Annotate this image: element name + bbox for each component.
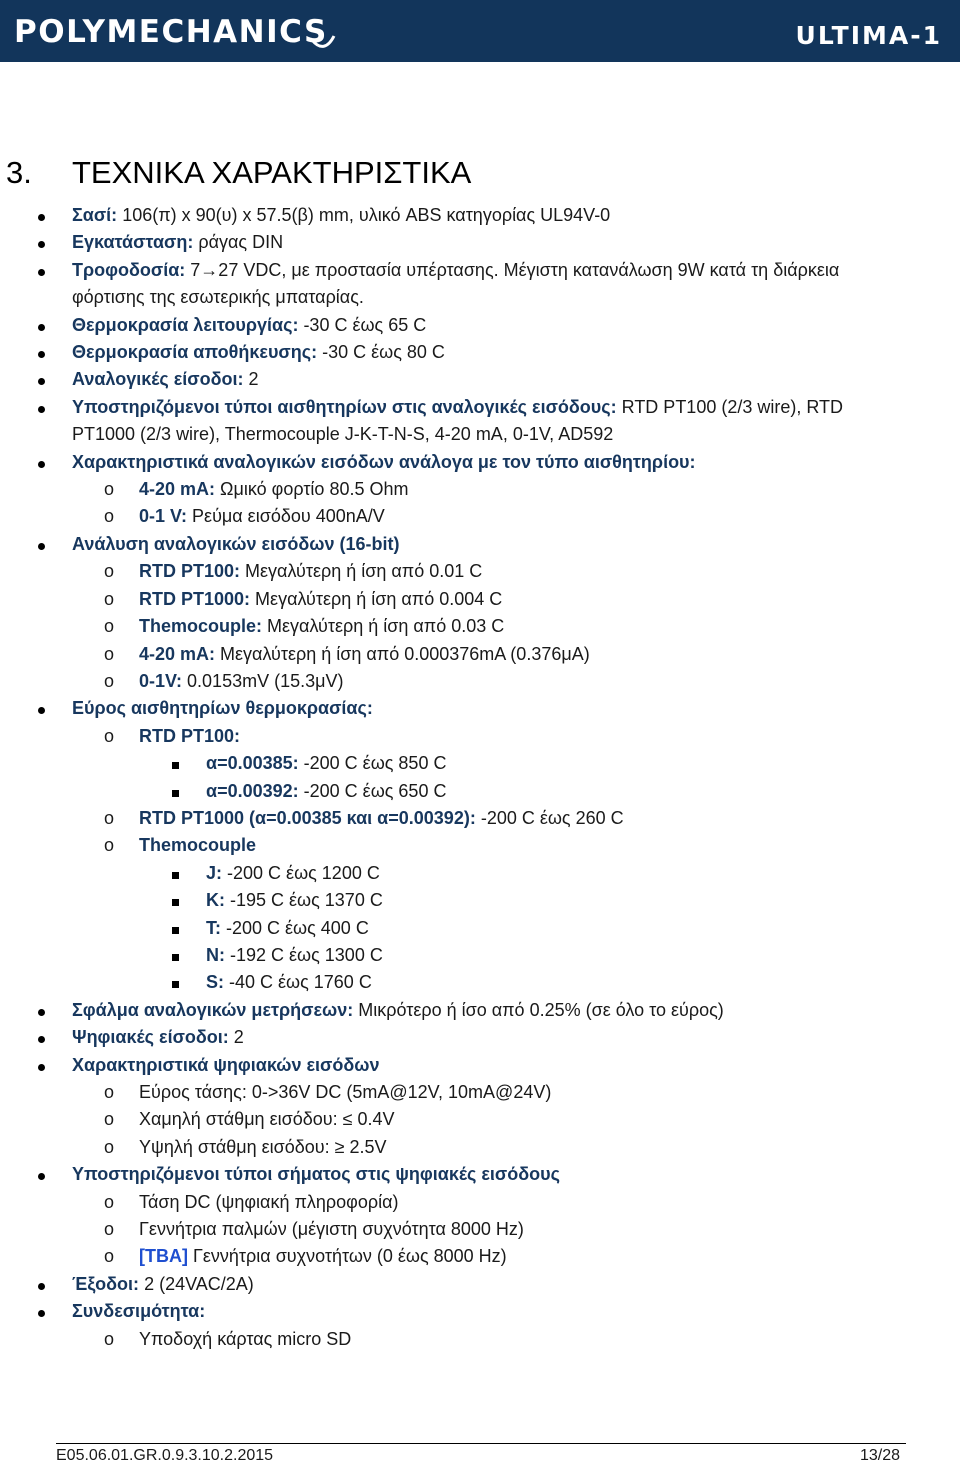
spec-value: Ωμικό φορτίο 80.5 Ohm <box>215 479 409 500</box>
spec-value: 0.0153mV (15.3μV) <box>182 670 344 691</box>
spec-value: -200 C έως 1200 C <box>222 862 380 883</box>
spec-item <box>0 449 960 476</box>
spec-value: Μεγαλύτερη ή ίση από 0.004 C <box>250 588 503 609</box>
spec-subsubitem <box>0 778 960 805</box>
spec-value: Γεννήτρια παλμών (μέγιστη συχνότητα 8000 Hz) <box>139 1219 524 1240</box>
bullet-dot-icon <box>38 339 45 366</box>
spec-subitem <box>0 586 960 613</box>
bullet-dot-icon <box>38 449 45 476</box>
bullet-circle-icon: o <box>104 643 115 664</box>
spec-label: Ανάλυση αναλογικών εισόδων (16-bit) <box>72 533 400 554</box>
spec-label: Έξοδοι: <box>72 1273 140 1294</box>
bullet-dot-icon <box>38 202 45 229</box>
spec-value: -200 C έως 850 C <box>298 753 447 774</box>
spec-value: PT1000 (2/3 wire), Thermocouple J-K-T-N-S, 4-20 mA, 0-1V, AD592 <box>72 424 614 445</box>
spec-subitem <box>0 558 960 585</box>
bullet-circle-icon: o <box>104 1219 115 1240</box>
spec-item <box>0 257 960 284</box>
bullet-circle-icon: o <box>104 479 115 500</box>
bullet-square-icon <box>172 969 179 996</box>
spec-value: 106(π) x 90(υ) x 57.5(β) mm, υλικό ABS κατηγορίας UL94V-0 <box>117 205 611 225</box>
bullet-circle-icon: o <box>104 1136 115 1157</box>
spec-item <box>0 312 960 339</box>
spec-label: RTD PT1000: <box>139 588 251 609</box>
spec-item <box>0 202 960 229</box>
spec-value: -30 C έως 65 C <box>298 314 427 335</box>
spec-label: Υποστηριζόμενοι τύποι αισθητηρίων στις αναλογικές εισόδους: <box>72 396 617 417</box>
spec-value: -200 C έως 260 C <box>475 807 624 828</box>
spec-subitem <box>0 832 960 859</box>
spec-subitem <box>0 1243 960 1270</box>
spec-value: Υψηλή στάθμη εισόδου: ≥ 2.5V <box>139 1136 387 1157</box>
spec-value: Ρεύμα εισόδου 400nA/V <box>187 506 385 527</box>
bullet-square-icon <box>172 942 179 969</box>
spec-subitem <box>0 1106 960 1133</box>
tba-tag: [TBA] <box>139 1246 188 1267</box>
spec-label: α=0.00385: <box>206 753 299 774</box>
spec-label: Themocouple: <box>139 616 263 637</box>
spec-value: Γεννήτρια συχνοτήτων (0 έως 8000 Hz) <box>187 1246 507 1267</box>
spec-value: -40 C έως 1760 C <box>224 972 372 993</box>
bullet-circle-icon: o <box>104 588 115 609</box>
spec-label: Εύρος αισθητηρίων θερμοκρασίας: <box>72 698 373 719</box>
spec-label: Εγκατάσταση: <box>72 232 194 253</box>
bullet-dot-icon <box>38 695 45 722</box>
spec-subsubitem <box>0 915 960 942</box>
spec-item <box>0 1052 960 1079</box>
spec-value: Μεγαλύτερη ή ίση από 0.01 C <box>240 561 483 582</box>
bullet-dot-icon <box>38 1298 45 1325</box>
footer-page-number: 13/28 <box>860 1447 901 1464</box>
spec-value: Μεγαλύτερη ή ίση από 0.000376mA (0.376μA) <box>215 643 590 664</box>
spec-subsubitem <box>0 887 960 914</box>
spec-label: Αναλογικές είσοδοι: <box>72 369 244 390</box>
spec-value: Μικρότερο ή ίσο από 0.25% (σε όλο το εύρος) <box>353 999 724 1020</box>
spec-item <box>0 339 960 366</box>
bullet-dot-icon <box>38 1052 45 1079</box>
bullet-circle-icon: o <box>104 1246 115 1267</box>
spec-subitem <box>0 805 960 832</box>
bullet-circle-icon: o <box>104 725 115 746</box>
footer-doc-code: E05.06.01.GR.0.9.3.10.2.2015 <box>56 1447 274 1464</box>
spec-subsubitem <box>0 860 960 887</box>
footer-divider <box>56 1443 906 1444</box>
section-title: ΤΕΧΝΙΚΑ ΧΑΡΑΚΤΗΡΙΣΤΙΚΑ <box>72 155 472 190</box>
spec-label: RTD PT100: <box>139 725 241 746</box>
spec-value: Υποδοχή κάρτας micro SD <box>139 1328 352 1349</box>
spec-subitem <box>0 503 960 530</box>
spec-label: Σασί: <box>72 205 118 225</box>
bullet-circle-icon: o <box>104 1191 115 1212</box>
bullet-circle-icon: o <box>104 561 115 582</box>
spec-list <box>0 202 960 1353</box>
spec-subitem <box>0 476 960 503</box>
spec-subitem <box>0 613 960 640</box>
spec-item <box>0 1024 960 1051</box>
polymechanics-logo <box>14 12 328 52</box>
bullet-circle-icon: o <box>104 1082 115 1102</box>
section-number: 3. <box>6 155 32 190</box>
bullet-dot-icon <box>38 229 45 256</box>
spec-value: -200 C έως 650 C <box>298 780 447 801</box>
section-heading <box>6 153 471 193</box>
bullet-dot-icon <box>38 531 45 558</box>
spec-label: Χαρακτηριστικά ψηφιακών εισόδων <box>72 1054 380 1075</box>
spec-label: N: <box>206 944 225 965</box>
bullet-dot-icon <box>38 366 45 393</box>
bullet-dot-icon <box>38 1024 45 1051</box>
spec-label: Χαρακτηριστικά αναλογικών εισόδων ανάλογα με τον τύπο αισθητηρίου: <box>72 451 696 472</box>
spec-item <box>0 531 960 558</box>
spec-value: RTD PT100 (2/3 wire), RTD <box>616 396 844 417</box>
spec-subitem <box>0 1189 960 1216</box>
spec-item <box>0 1298 960 1325</box>
bullet-square-icon <box>172 750 179 777</box>
header-banner <box>0 0 960 62</box>
bullet-circle-icon: o <box>104 1328 115 1349</box>
spec-item <box>0 1161 960 1188</box>
spec-subitem <box>0 1326 960 1353</box>
spec-label: S: <box>206 972 224 993</box>
spec-item <box>0 997 960 1024</box>
spec-continuation <box>0 421 960 448</box>
bullet-square-icon <box>172 860 179 887</box>
bullet-circle-icon: o <box>104 807 115 828</box>
spec-item <box>0 229 960 256</box>
spec-label: Themocouple <box>139 835 257 856</box>
spec-value: -200 C έως 400 C <box>221 917 369 938</box>
ultima-logo: ULTIMA-1 <box>795 21 942 50</box>
bullet-dot-icon <box>38 312 45 339</box>
bullet-circle-icon: o <box>104 1109 115 1130</box>
spec-value: 7→27 VDC, με προστασία υπέρτασης. Μέγιστη κατανάλωση 9W κατά τη διάρκεια <box>185 259 840 280</box>
spec-value: -195 C έως 1370 C <box>225 890 383 911</box>
logo-swoosh-icon <box>310 34 336 50</box>
spec-subitem <box>0 641 960 668</box>
spec-item <box>0 366 960 393</box>
bullet-dot-icon <box>38 394 45 421</box>
spec-value: Τάση DC (ψηφιακή πληροφορία) <box>139 1191 399 1212</box>
spec-label: Ψηφιακές είσοδοι: <box>72 1027 229 1048</box>
spec-item <box>0 695 960 722</box>
spec-label: 4-20 mA: <box>139 643 216 664</box>
spec-subitem <box>0 668 960 695</box>
bullet-dot-icon <box>38 257 45 284</box>
spec-label: Τροφοδοσία: <box>72 259 186 280</box>
spec-label: K: <box>206 890 225 911</box>
spec-continuation <box>0 284 960 311</box>
spec-label: Σφάλμα αναλογικών μετρήσεων: <box>72 999 354 1020</box>
spec-label: α=0.00392: <box>206 780 299 801</box>
bullet-dot-icon <box>38 1271 45 1298</box>
spec-subitem <box>0 1079 960 1106</box>
spec-item <box>0 1271 960 1298</box>
spec-value: -192 C έως 1300 C <box>225 944 383 965</box>
spec-subitem <box>0 723 960 750</box>
bullet-square-icon <box>172 778 179 805</box>
spec-label: Υποστηριζόμενοι τύποι σήματος στις ψηφιακές εισόδους <box>72 1164 560 1185</box>
spec-value: Εύρος τάσης: 0->36V DC (5mA@12V, 10mA@24V) <box>139 1082 552 1102</box>
bullet-circle-icon: o <box>104 835 115 856</box>
spec-label: J: <box>206 862 223 883</box>
spec-subsubitem <box>0 969 960 996</box>
spec-value: -30 C έως 80 C <box>317 342 445 363</box>
spec-label: 0-1V: <box>139 670 183 691</box>
spec-label: Συνδεσιμότητα: <box>72 1301 206 1322</box>
bullet-circle-icon: o <box>104 616 115 637</box>
spec-label: RTD PT1000 (α=0.00385 και α=0.00392): <box>139 807 476 828</box>
bullet-square-icon <box>172 915 179 942</box>
spec-value: 2 (24VAC/2A) <box>139 1273 254 1294</box>
spec-subitem <box>0 1134 960 1161</box>
spec-label: 4-20 mA: <box>139 479 216 500</box>
spec-label: 0-1 V: <box>139 506 188 527</box>
spec-subsubitem <box>0 750 960 777</box>
spec-label: Θερμοκρασία αποθήκευσης: <box>72 342 318 363</box>
spec-value: 2 <box>228 1027 244 1048</box>
spec-value: ράγας DIN <box>193 232 284 253</box>
spec-item <box>0 394 960 421</box>
spec-subitem <box>0 1216 960 1243</box>
spec-label: Θερμοκρασία λειτουργίας: <box>72 314 299 335</box>
bullet-circle-icon: o <box>104 506 115 527</box>
spec-label: RTD PT100: <box>139 561 241 582</box>
spec-subsubitem <box>0 942 960 969</box>
spec-value: 2 <box>243 369 259 390</box>
spec-value: Μεγαλύτερη ή ίση από 0.03 C <box>262 616 505 637</box>
spec-value: Χαμηλή στάθμη εισόδου: ≤ 0.4V <box>139 1109 395 1130</box>
brand-left-text: POLYMECHANICS <box>14 14 328 50</box>
bullet-dot-icon <box>38 1161 45 1188</box>
spec-value: φόρτισης της εσωτερικής μπαταρίας. <box>72 287 364 308</box>
bullet-dot-icon <box>38 997 45 1024</box>
spec-label: T: <box>206 917 221 938</box>
bullet-square-icon <box>172 887 179 914</box>
bullet-circle-icon: o <box>104 670 115 691</box>
